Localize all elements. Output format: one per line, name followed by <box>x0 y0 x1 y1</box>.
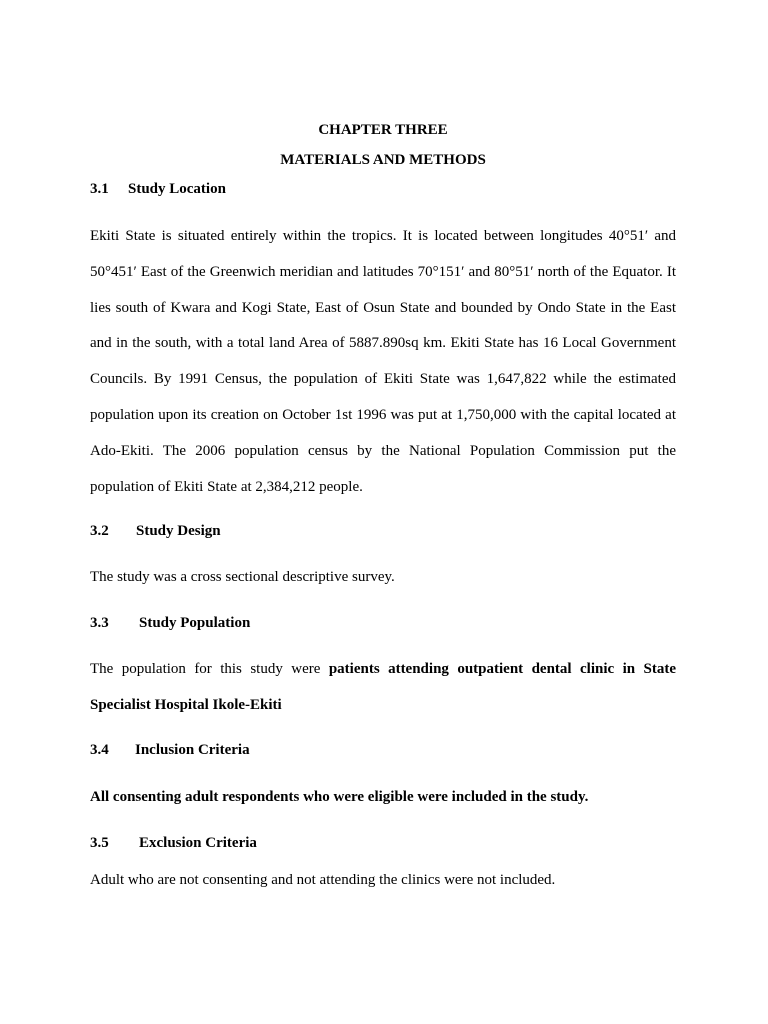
chapter-title: MATERIALS AND METHODS <box>280 152 486 168</box>
section-number: 3.2 <box>90 523 109 539</box>
section-number: 3.5 <box>90 835 109 851</box>
inclusion-criteria-paragraph: All consenting adult respondents who were eligible were included in the study. <box>90 789 589 805</box>
section-heading-3-5 <box>90 835 257 852</box>
section-title: Study Population <box>139 615 251 631</box>
section-heading-3-4 <box>90 742 250 759</box>
section-title: Study Location <box>128 181 226 197</box>
section-heading-3-1 <box>90 181 226 198</box>
population-bold-text: patients attending outpatient dental clinic in State Specialist Hospital Ikole-Ekiti <box>90 661 677 713</box>
section-number: 3.1 <box>90 181 109 197</box>
section-heading-3-3 <box>90 615 250 632</box>
document-page <box>90 0 676 1024</box>
section-number: 3.3 <box>90 615 109 631</box>
section-title: Exclusion Criteria <box>139 835 257 851</box>
exclusion-criteria-paragraph: Adult who are not consenting and not attending the clinics were not included. <box>90 872 556 888</box>
section-title: Inclusion Criteria <box>135 742 250 758</box>
section-title: Study Design <box>136 523 221 539</box>
study-location-paragraph: Ekiti State is situated entirely within the tropics. It is located between longitudes 40°51′ and 50°451′ East of the Greenwich meridian and latitudes 70°151′ and 80°51′ north of the Equator. It lies south of Kwara and Kogi State, East of Osun State and bounded by Ondo State in the East and in the south, with a total land Area of 5887.890sq km. Ekiti State has 16 Local Government Councils. By 1991 Census, the population of Ekiti State was 1,647,822 while the estimated population upon its creation on October 1st 1996 was put at 1,750,000 with the capital located at Ado-Ekiti. The 2006 population census by the National Population Commission put the population of Ekiti State at 2,384,212 people. <box>90 228 676 495</box>
study-population-paragraph <box>90 652 676 724</box>
section-number: 3.4 <box>90 742 109 758</box>
population-text: The population for this study were <box>90 661 329 677</box>
chapter-label: CHAPTER THREE <box>318 122 448 138</box>
section-heading-3-2 <box>90 523 221 540</box>
study-design-paragraph: The study was a cross sectional descriptive survey. <box>90 569 395 585</box>
